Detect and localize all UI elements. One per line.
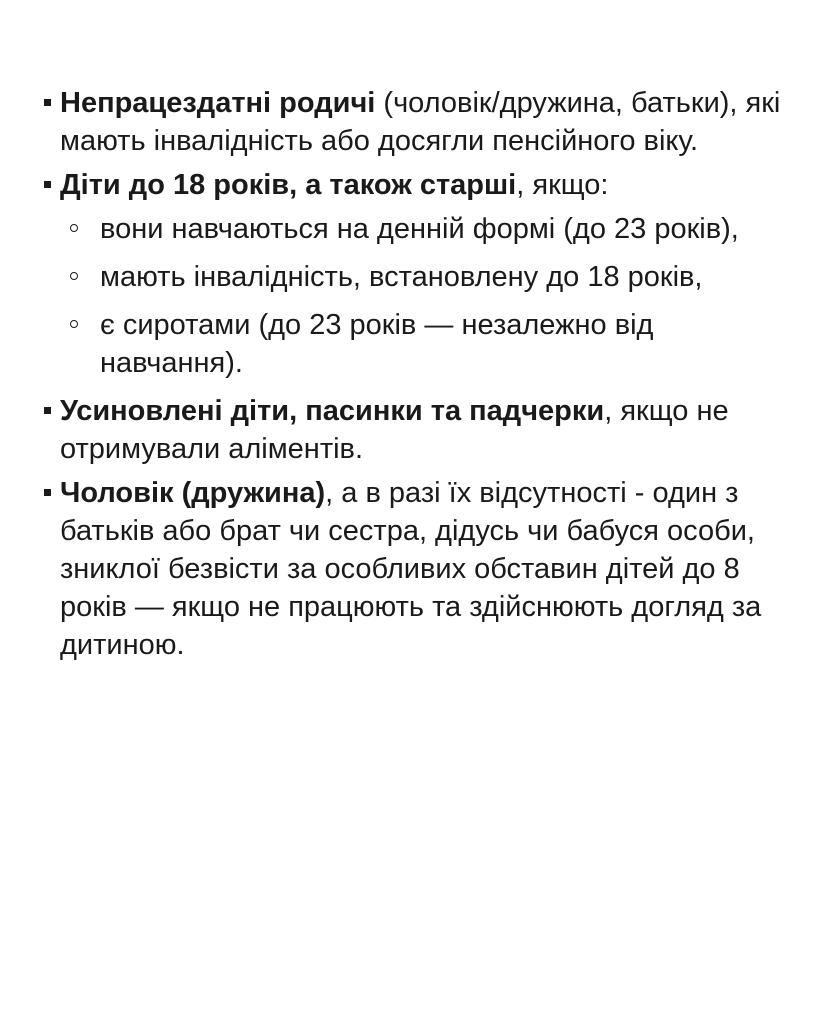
item-text: (чоловік/дружина, батьки), які мають інвалідність або досягли пенсійного віку. (60, 87, 781, 157)
sub-list-item (44, 258, 794, 296)
square-bullet-icon (44, 99, 51, 106)
item-bold-text: Непрацездатні родичі (60, 87, 376, 119)
list-item-adopted-children (44, 392, 794, 468)
sub-item-text: є сиротами (до 23 років — незалежно від навчання). (100, 309, 654, 379)
circle-bullet-icon (70, 224, 78, 232)
item-bold-text: Діти до 18 років, а також старші (60, 169, 517, 201)
list-item-disabled-relatives (44, 84, 794, 160)
item-text: , а в разі їх відсутності - один з батьків або брат чи сестра, дідусь чи бабуся особи, зниклої безвісти за особливих обставин дітей до 8 років — якщо не працюють та здійснюють догляд за дитиною. (60, 477, 762, 661)
sub-item-text: вони навчаються на денній формі (до 23 років), (100, 213, 739, 245)
circle-bullet-icon (70, 320, 78, 328)
list-item-spouse (44, 474, 794, 664)
square-bullet-icon (44, 181, 51, 188)
item-text: , якщо: (516, 169, 609, 201)
item-text: , якщо не отримували аліментів. (60, 395, 729, 465)
item-bold-text: Усиновлені діти, пасинки та падчерки (60, 395, 605, 427)
sub-list-item (44, 306, 794, 382)
sub-item-text: мають інвалідність, встановлену до 18 років, (100, 261, 703, 293)
sub-list-item (44, 210, 794, 248)
bullet-list (44, 84, 794, 670)
item-bold-text: Чоловік (дружина) (60, 477, 326, 509)
circle-bullet-icon (70, 272, 78, 280)
children-conditions-list (44, 210, 794, 382)
square-bullet-icon (44, 489, 51, 496)
square-bullet-icon (44, 407, 51, 414)
list-item-children (44, 166, 794, 204)
